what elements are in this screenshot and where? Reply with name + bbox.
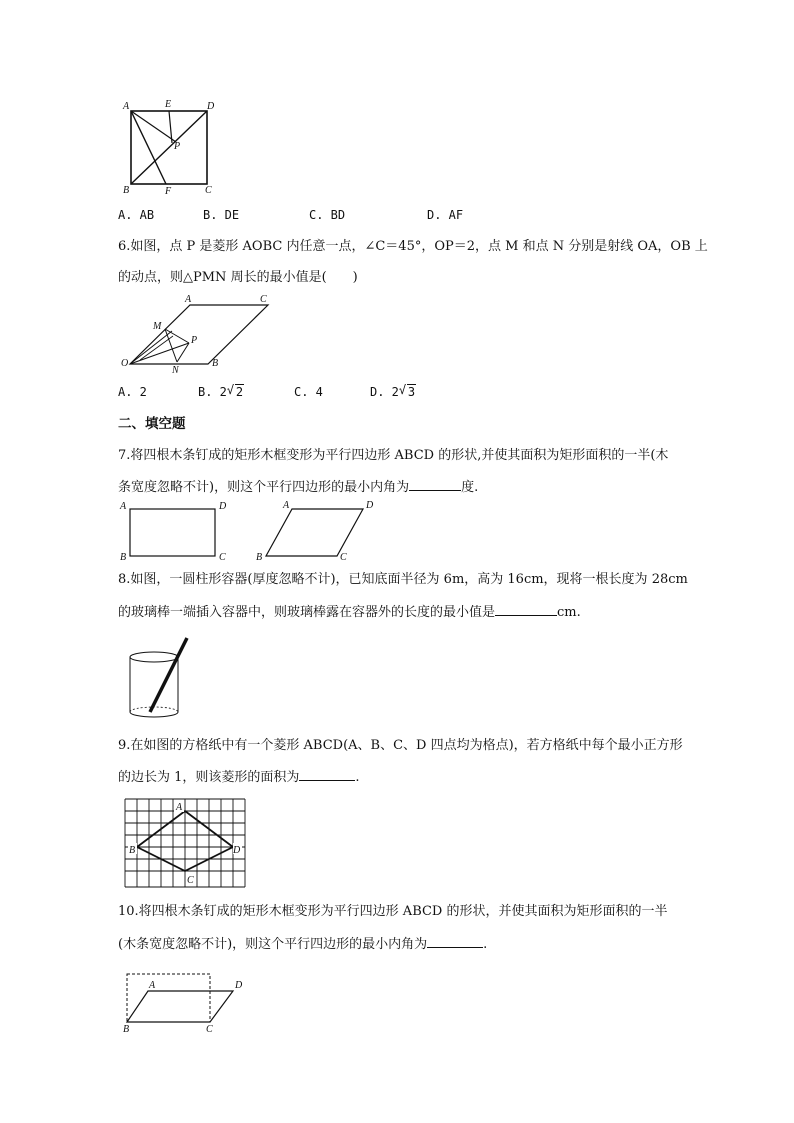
sqrt-icon: √ — [226, 383, 235, 397]
q7-stem-line2-unit: 度. — [461, 480, 479, 495]
q10-label-b: B — [123, 1024, 130, 1035]
q5-label-b: B — [123, 185, 130, 196]
q7-stem-line1: 7.将四根木条钉成的矩形木框变形为平行四边形 ABCD 的形状,并使其面积为矩形面积的一半(木 — [118, 448, 669, 463]
q6-segment-np — [177, 343, 189, 362]
q6-option-a: A. 2 — [118, 385, 147, 399]
q9-stem-line2 — [118, 768, 360, 786]
q6-rhombus — [130, 305, 268, 364]
q6-option-b — [198, 384, 244, 400]
q6-option-d — [370, 384, 416, 400]
q6-option-d-prefix: D. 2 — [370, 385, 399, 399]
q8-stem-line2-text: 的玻璃棒一端插入容器中，则玻璃棒露在容器外的长度的最小值是 — [118, 605, 496, 620]
q8-stem-line2 — [118, 603, 581, 621]
q6-label-p: P — [191, 335, 198, 346]
q5-segment-af — [131, 111, 166, 184]
q10-dashed-rectangle — [127, 974, 210, 1022]
q10-label-d: D — [235, 980, 243, 991]
q8-cylinder-top — [130, 652, 178, 662]
q8-cylinder-bottom-front — [130, 712, 178, 717]
sqrt-icon: √ — [398, 383, 407, 397]
q9-stem-line2-text: 的边长为 1，则该菱形的面积为 — [118, 770, 300, 785]
q5-label-e: E — [165, 99, 172, 110]
q6-segment-mn — [165, 329, 177, 362]
q6-segment-om — [130, 331, 172, 364]
q7-rect-label-d: D — [219, 501, 227, 512]
q5-option-a: A. AB — [118, 208, 155, 222]
q7-rect-label-a: A — [120, 501, 127, 512]
q9-label-a: A — [176, 802, 183, 813]
q5-label-c: C — [205, 185, 212, 196]
q6-option-c: C. 4 — [294, 385, 323, 399]
q6-label-o: O — [121, 358, 129, 369]
q6-label-b: B — [212, 358, 219, 369]
q7-rect-label-b: B — [120, 552, 127, 563]
q8-stem-line2-unit: cm. — [557, 605, 581, 620]
q6-label-a: A — [185, 294, 192, 305]
q5-diagonal-bd — [131, 111, 207, 184]
q9-stem-line2-end: . — [355, 770, 360, 785]
q7-rectangle — [130, 509, 215, 556]
q6-label-m: M — [153, 321, 162, 332]
q10-stem-line2 — [118, 935, 487, 953]
q5-option-d: D. AF — [427, 208, 464, 222]
q7-parallelogram — [266, 509, 363, 556]
q5-label-p: P — [174, 141, 181, 152]
q7-rect-label-c: C — [219, 552, 226, 563]
q9-label-d: D — [233, 845, 241, 856]
q9-label-c: C — [187, 875, 194, 886]
q6-label-n: N — [172, 365, 179, 376]
q6-option-b-radicand: 2 — [235, 385, 244, 399]
q6-segment-mp — [165, 329, 189, 343]
q6-label-c: C — [260, 294, 267, 305]
q7-para-label-d: D — [366, 500, 374, 511]
q7-stem-line2-text: 条宽度忽略不计)，则这个平行四边形的最小内角为 — [118, 480, 410, 495]
q7-para-label-b: B — [256, 552, 263, 563]
q7-answer-blank[interactable] — [409, 478, 461, 491]
q5-option-b: B. DE — [203, 208, 240, 222]
q6-option-b-prefix: B. 2 — [198, 385, 227, 399]
q6-stem-line2: 的动点，则△PMN 周长的最小值是( ) — [118, 270, 358, 285]
q10-label-a: A — [149, 980, 156, 991]
q7-para-label-a: A — [283, 500, 290, 511]
q8-stem-line1: 8.如图，一圆柱形容器(厚度忽略不计)，已知底面半径为 6m，高为 16cm，现将一根长度为 28cm — [118, 572, 688, 587]
q6-stem-line1: 6.如图，点 P 是菱形 AOBC 内任意一点，∠C＝45°，OP＝2，点 M 和点 N 分别是射线 OA，OB 上 — [118, 239, 708, 254]
q5-label-f: F — [165, 186, 172, 197]
q7-para-label-c: C — [340, 552, 347, 563]
q10-stem-line2-end: . — [483, 937, 488, 952]
q8-answer-blank[interactable] — [495, 603, 557, 616]
q6-option-d-radicand: 3 — [407, 385, 416, 399]
q10-label-c: C — [206, 1024, 213, 1035]
q9-answer-blank[interactable] — [299, 768, 355, 781]
q5-label-d: D — [207, 101, 215, 112]
q9-label-b: B — [129, 845, 136, 856]
q6-option-d-sqrt — [399, 384, 416, 400]
q8-glass-rod — [150, 638, 187, 712]
q7-stem-line2 — [118, 478, 478, 496]
section-title-fill-in: 二、填空题 — [118, 416, 186, 432]
q6-segment-on — [140, 336, 173, 360]
q5-option-c: C. BD — [309, 208, 346, 222]
q10-parallelogram — [127, 991, 233, 1022]
q10-stem-line1: 10.将四根木条钉成的矩形木框变形为平行四边形 ABCD 的形状，并使其面积为矩形面积的一半 — [118, 904, 668, 919]
q10-answer-blank[interactable] — [427, 935, 483, 948]
q10-stem-line2-text: (木条宽度忽略不计)，则这个平行四边形的最小内角为 — [118, 937, 428, 952]
q5-label-a: A — [123, 101, 130, 112]
q9-stem-line1: 9.在如图的方格纸中有一个菱形 ABCD(A、B、C、D 四点均为格点)，若方格纸中每个最小正方形 — [118, 738, 683, 753]
q6-option-b-sqrt — [227, 384, 244, 400]
